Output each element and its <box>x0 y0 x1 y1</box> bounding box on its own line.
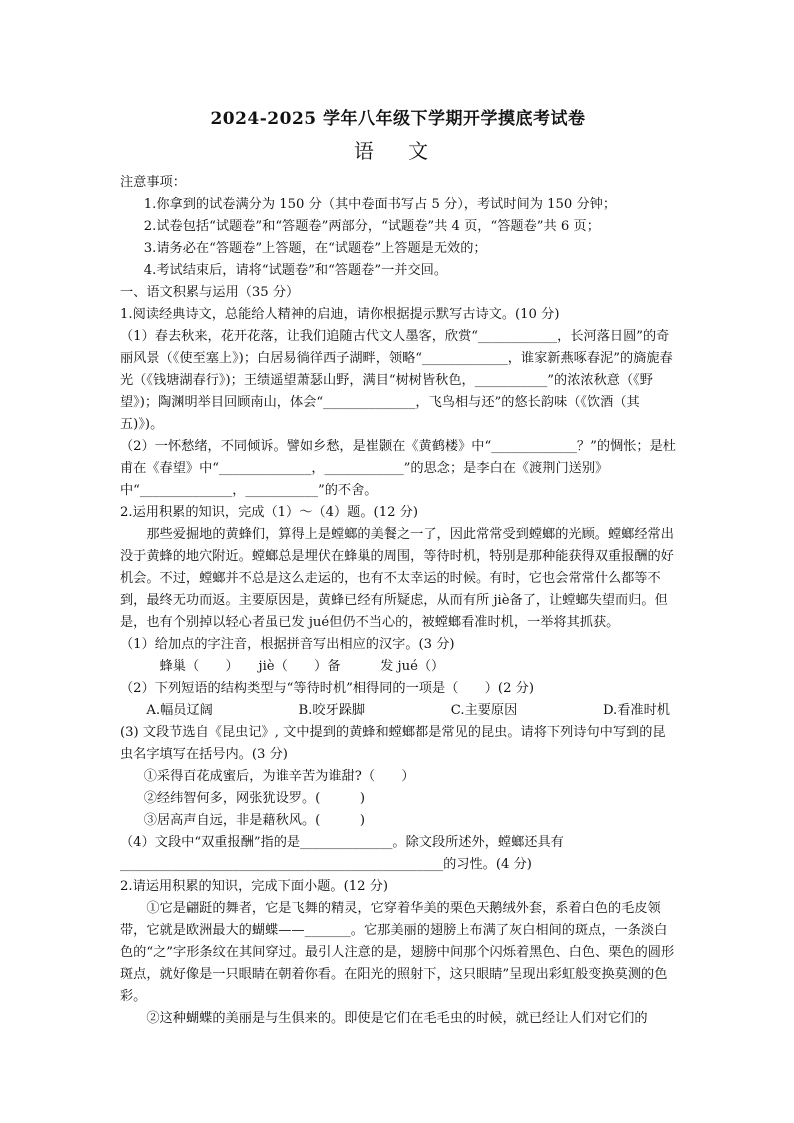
subject-title: 语 文 <box>353 139 443 163</box>
question-1-part-1: （1）春去秋来，花开花落，让我们追随古代文人墨客，欣赏“____________，长河落日圆”的奇丽风景（《使至塞上》)；白居易徜徉西子湖畔，领略“_____________，谁家新燕啄春泥”的旖旎春光（《钱塘湖春行》)；王绩遥望萧瑟山野，满目“树树皆秋色，___________”的浓浓秋意（《野望》)；陶渊明举目回顾南山，体会“______________，飞鸟相与还”的悠长韵味（《饮酒（其五)》)。 <box>120 329 673 432</box>
poem-line: ②经纬智何多，网张犹设罗。( ) <box>143 791 366 806</box>
question-2-sub-1: （1）给加点的字注音，根据拼音写出相应的汉字。(3 分) <box>120 637 455 652</box>
notice-item: 4.考试结束后，请将“试题卷”和“答题卷”一并交回。 <box>143 263 448 278</box>
option-b: B.咬牙跺脚 <box>298 703 366 718</box>
option-a: A.幅员辽阔 <box>146 703 213 718</box>
notice-heading: 注意事项： <box>120 175 186 190</box>
notice-item: 3.请务必在“答题卷”上答题，在“试题卷”上答题是无效的； <box>143 241 487 256</box>
question-1-part-2: （2）一怀愁绪，不同倾诉。譬如乡愁，是崔颢在《黄鹤楼》中“_____________？”的惆怅；是杜甫在《春望》中“______________，____________”的思念；是李白在《渡荆门送别》中“______________，___________”的不舍。 <box>120 439 676 498</box>
question-2-sub-4: （4）文段中“双重报酬”指的是______________。除文段所述外，螳螂还具有_________________________________________________的习性。(4 分) <box>120 835 564 872</box>
notice-item: 2.试卷包括“试题卷”和“答题卷”两部分，“试题卷”共 4 页，“答题卷”共 6 页； <box>143 219 600 234</box>
question-2-passage: 那些爱掘地的黄蜂们，算得上是螳螂的美餐之一了，因此常常受到螳螂的光顾。螳螂经常出没于黄蜂的地穴附近。螳螂总是埋伏在蜂巢的周围，等待时机，特别是那种能获得双重报酬的好机会。不过，螳螂并不总是这么走运的，也有不太幸运的时候。有时，它也会常常什么都等不到，最终无功而返。主要原因是，黄蜂已经有所疑虑，从而有所 jiè备了，让螳螂失望而归。但是，也有个别掉以轻心者虽已发 jué但仍不当心的，被螳螂看准时机，一举将其抓获。 <box>120 527 674 630</box>
question-3-paragraph-1: ①它是翩跹的舞者，它是飞舞的精灵，它穿着华美的栗色天鹅绒外套，系着白色的毛皮领带，它就是欧洲最大的蝴蝶——_______。它那美丽的翅膀上布满了灰白相间的斑点，一条淡白色的“之”字形条纹在其间穿过。最引人注意的是，翅膀中间那个闪烁着黑色、白色、栗色的圆形斑点，就好像是一只眼睛在朝着你看。在阳光的照射下，这只眼睛”呈现出彩虹般变换莫测的色彩。 <box>120 901 675 1004</box>
section-heading: 一、语文积累与运用（35 分） <box>120 285 300 300</box>
question-2-stem: 2.运用积累的知识，完成（1）～（4）题。(12 分) <box>120 505 418 520</box>
exam-page <box>120 108 676 1030</box>
option-d: D.看准时机 <box>602 703 670 718</box>
exam-title: 2024-2025 学年八年级下学期开学摸底考试卷 <box>210 109 586 129</box>
question-3-paragraph-2: ②这种蝴蝶的美丽是与生俱来的。即使是它们在毛毛虫的时候，就已经让人们对它们的 <box>146 1011 648 1026</box>
question-1-stem: 1.阅读经典诗文，总能给人精神的启迪，请你根据提示默写古诗文。(10 分) <box>120 307 560 322</box>
option-c: C.主要原因 <box>450 703 518 718</box>
question-2-sub-3: (3) 文段节选自《昆虫记》, 文中提到的黄蜂和螳螂都是常见的昆虫。请将下列诗句中写到的昆虫名字填写在括号内。(3 分) <box>120 725 666 762</box>
poem-line: ③居高声自远，非是藉秋风。( ) <box>143 813 366 828</box>
question-2-sub-2-options <box>120 700 676 722</box>
notice-item: 1.你拿到的试卷满分为 150 分（其中卷面书写占 5 分），考试时间为 150 分钟； <box>143 197 617 212</box>
poem-line: ①采得百花成蜜后，为谁辛苦为谁甜?（ ） <box>143 769 415 784</box>
question-3-stem: 2.请运用积累的知识，完成下面小题。(12 分) <box>120 879 389 894</box>
question-2-sub-1-items: 蜂巢（ ） jiè（ ）备 发 jué（） <box>159 659 445 674</box>
question-2-sub-2: （2）下列短语的结构类型与“等待时机”相得同的一项是（ ）(2 分) <box>120 681 534 696</box>
